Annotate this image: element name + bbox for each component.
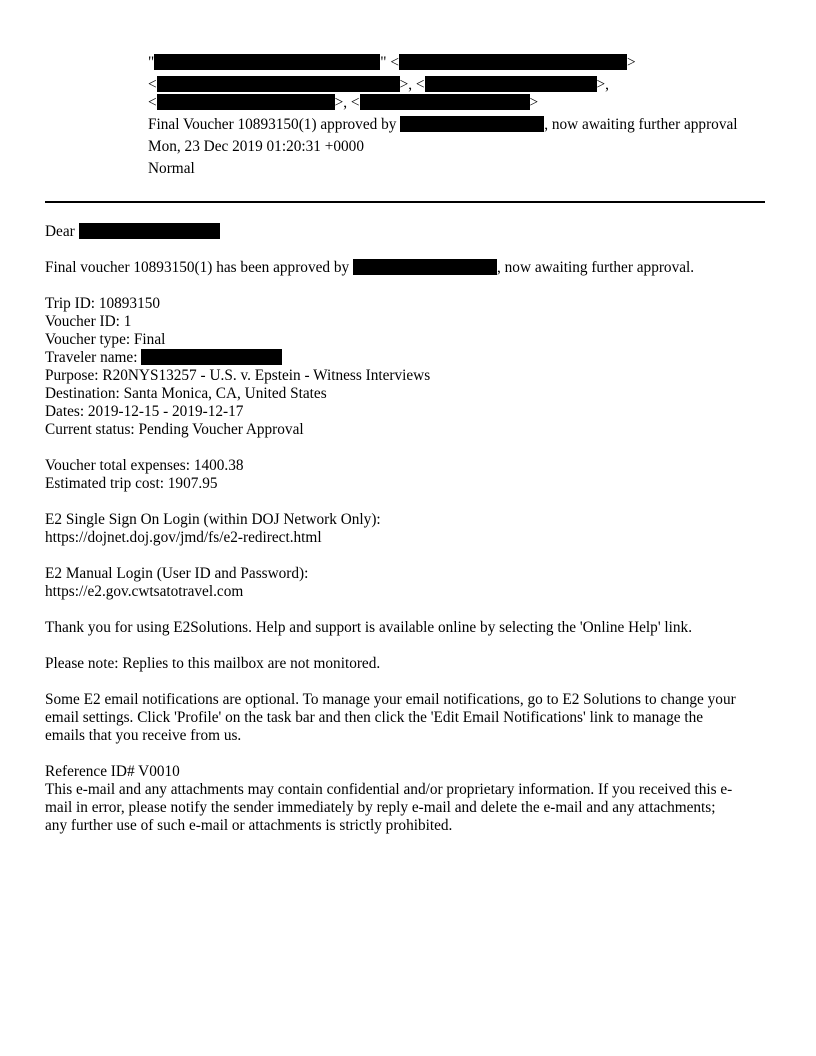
thanks-block [45, 619, 775, 637]
thanks-text: Thank you for using E2Solutions. Help and support is available online by selecting the 'Online Help' link. [45, 619, 693, 636]
greeting-text: Dear [45, 223, 75, 240]
sso-login-block [45, 511, 775, 547]
current-status: Current status: Pending Voucher Approval [45, 421, 304, 438]
from-quote-close: " < [380, 54, 399, 71]
voucher-total: Voucher total expenses: 1400.38 [45, 457, 244, 474]
from-value [148, 54, 636, 72]
manual-label: E2 Manual Login (User ID and Password): [45, 565, 309, 582]
sso-url[interactable]: https://dojnet.doj.gov/jmd/fs/e2-redirect.html [45, 529, 322, 546]
redacted-approver-name [400, 116, 544, 132]
from-quote-open: " [148, 54, 155, 71]
reference-id: Reference ID# V0010 [45, 763, 180, 780]
redacted-sender-email [399, 54, 627, 70]
date-value: Mon, 23 Dec 2019 01:20:31 +0000 [148, 138, 364, 155]
to2-close: > [529, 94, 539, 111]
redacted-traveler-name [141, 349, 282, 365]
disclaimer-text-3: any further use of such e-mail or attachments is strictly prohibited. [45, 817, 453, 834]
redacted-greeting-name [79, 223, 220, 239]
subject-text-pre: Final Voucher 10893150(1) approved by [148, 116, 397, 133]
redacted-recipient-1 [157, 76, 400, 92]
voucher-id: Voucher ID: 1 [45, 313, 132, 330]
disclaimer-text-2: mail in error, please notify the sender immediately by reply e-mail and delete the e-mail and any attachments; [45, 799, 716, 816]
to2-open: < [148, 94, 157, 111]
to2-separator: >, < [334, 94, 360, 111]
cost-details [45, 457, 775, 493]
trip-id: Trip ID: 10893150 [45, 295, 161, 312]
redacted-sender-name [154, 54, 380, 70]
sso-label: E2 Single Sign On Login (within DOJ Network Only): [45, 511, 381, 528]
redacted-recipient-4 [360, 94, 530, 110]
to-value-line2 [148, 94, 538, 112]
traveler-name-line [45, 349, 775, 367]
redacted-recipient-3 [157, 94, 335, 110]
optional-text-1: Some E2 email notifications are optional. To manage your email notifications, go to E2 Solutions to change your [45, 691, 736, 708]
redacted-approver-name-body [353, 259, 497, 275]
redacted-recipient-2 [425, 76, 597, 92]
from-angle-close: > [626, 54, 636, 71]
approval-text-pre: Final voucher 10893150(1) has been approved by [45, 259, 350, 276]
destination: Destination: Santa Monica, CA, United States [45, 385, 327, 402]
voucher-type: Voucher type: Final [45, 331, 166, 348]
optional-notifications-block [45, 691, 775, 745]
importance-value: Normal [148, 160, 195, 177]
purpose: Purpose: R20NYS13257 - U.S. v. Epstein - Witness Interviews [45, 367, 431, 384]
estimated-cost: Estimated trip cost: 1907.95 [45, 475, 218, 492]
approval-text-post: , now awaiting further approval. [497, 259, 695, 276]
note-text: Please note: Replies to this mailbox are not monitored. [45, 655, 381, 672]
header-divider [45, 201, 765, 203]
to-value-line1 [148, 76, 609, 94]
disclaimer-text-1: This e-mail and any attachments may contain confidential and/or proprietary information. If you received this e- [45, 781, 733, 798]
trip-dates: Dates: 2019-12-15 - 2019-12-17 [45, 403, 244, 420]
trip-details [45, 295, 775, 439]
manual-url[interactable]: https://e2.gov.cwtsatotravel.com [45, 583, 244, 600]
to-open: < [148, 76, 157, 93]
traveler-name-label: Traveler name: [45, 349, 138, 366]
manual-login-block [45, 565, 775, 601]
to-separator-1: >, < [399, 76, 425, 93]
subject-value [148, 116, 738, 134]
note-block [45, 655, 775, 673]
optional-text-2: email settings. Click 'Profile' on the task bar and then click the 'Edit Email Notifications' link to manage the [45, 709, 704, 726]
to-separator-2: >, [596, 76, 609, 93]
disclaimer-block [45, 763, 775, 835]
approval-line [45, 259, 775, 277]
greeting-line [45, 223, 775, 241]
optional-text-3: emails that you receive from us. [45, 727, 242, 744]
subject-text-post: , now awaiting further approval [544, 116, 738, 133]
